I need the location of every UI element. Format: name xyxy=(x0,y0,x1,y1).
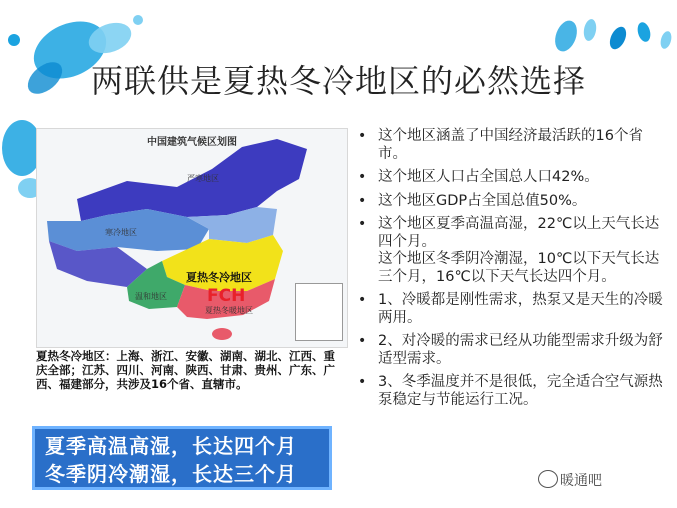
region-label-severe-cold: 严寒地区 xyxy=(187,174,219,183)
bullet-item xyxy=(358,374,663,409)
bullet-dot-icon: • xyxy=(358,292,367,308)
bullet-dot-icon: • xyxy=(358,374,367,390)
region-label-hot-summer-warm-winter: 夏热冬暖地区 xyxy=(205,306,253,315)
map-title: 中国建筑气候区划图 xyxy=(147,137,237,148)
map-caption: 夏热冬冷地区：上海、浙江、安徽、湖南、湖北、江西、重庆全部；江苏、四川、河南、陕西、甘肃、贵州、广东、广西、福建部分，共涉及16个省、直辖市。 xyxy=(36,349,335,391)
bullet-text: 这个地区人口占全国总人口42%。 xyxy=(378,169,599,185)
bullet-item xyxy=(358,193,663,211)
bullet-extra-text: 这个地区冬季阴冷潮湿，10℃以下天气长达三个月，16℃以下天气长达四个月。 xyxy=(378,251,660,285)
bullet-text: 这个地区GDP占全国总值50%。 xyxy=(378,192,587,209)
bullet-item xyxy=(358,169,663,187)
bullet-list xyxy=(358,128,663,415)
bullet-text: 这个地区夏季高温高湿，22℃以上天气长达四个月。 xyxy=(378,216,660,250)
bullet-item xyxy=(358,292,663,327)
slide-title: 两联供是夏热冬冷地区的必然选择 xyxy=(90,62,586,100)
region-label-cold: 寒冷地区 xyxy=(105,228,137,237)
south-sea-inset xyxy=(295,283,343,341)
bullet-item xyxy=(358,216,663,286)
watermark: 暖通吧 xyxy=(560,473,602,489)
region-label-mild: 温和地区 xyxy=(135,292,167,301)
bullet-text: 2、对冷暖的需求已经从功能型需求升级为舒适型需求。 xyxy=(378,333,663,367)
bullet-dot-icon: • xyxy=(358,169,367,185)
bullet-item xyxy=(358,333,663,368)
bullet-dot-icon: • xyxy=(358,333,367,349)
climate-zone-map xyxy=(36,128,348,348)
banner-line-1: 夏季高温高湿，长达四个月 xyxy=(45,434,297,458)
fch-label: FCH xyxy=(207,286,246,306)
bullet-dot-icon: • xyxy=(358,216,367,232)
bullet-text: 3、冬季温度并不是很低，完全适合空气源热泵稳定与节能运行工况。 xyxy=(378,374,663,408)
highlight-banner xyxy=(32,426,332,490)
bullet-text: 1、冷暖都是刚性需求，热泵又是天生的冷暖两用。 xyxy=(378,292,663,326)
bullet-dot-icon: • xyxy=(358,128,367,144)
bullet-text: 这个地区涵盖了中国经济最活跃的16个省市。 xyxy=(378,128,643,162)
wechat-icon xyxy=(538,470,558,488)
zone-label: 夏热冬冷地区 xyxy=(186,271,252,284)
bullet-dot-icon: • xyxy=(358,192,367,209)
banner-line-2: 冬季阴冷潮湿，长达三个月 xyxy=(45,462,297,486)
bullet-item xyxy=(358,128,663,163)
